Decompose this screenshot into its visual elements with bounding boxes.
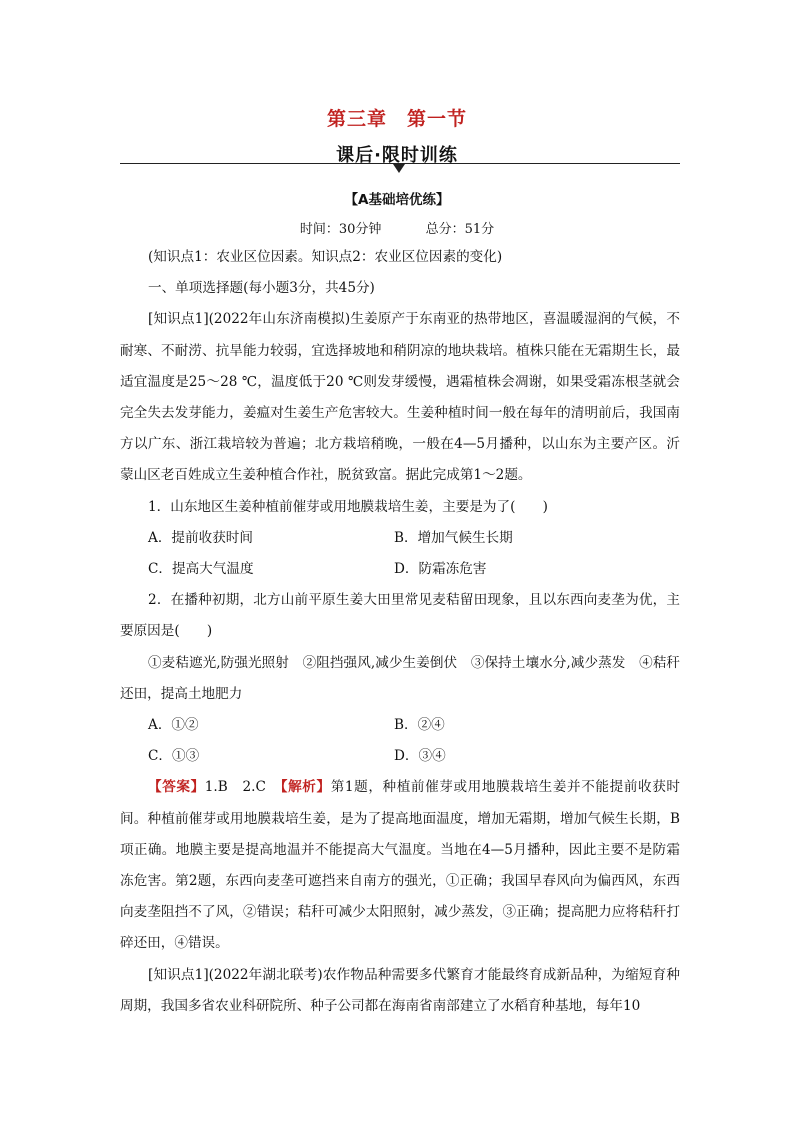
passage-ginger: [知识点1](2022年山东济南模拟)生姜原产于东南亚的热带地区，喜温暖湿润的气候，不耐寒、不耐涝、抗旱能力较弱，宜选择坡地和稍阴凉的地块栽培。植株只能在无霜期生长，最适宜温度是25～28 ℃，温度低于20 ℃则发芽缓慢，遇霜植株会凋谢，如果受霜冻根茎就会完全失去发芽能力，姜瘟对生姜生产危害较大。生姜种植时间一般在每年的清明前后，我国南方以广东、浙江栽培较为普遍；北方栽培稍晚，一般在4—5月播种，以山东为主要产区。沂蒙山区老百姓成立生姜种植合作社，脱贫致富。据此完成第1～2题。	[120, 311, 680, 484]
answer-block	[120, 772, 680, 959]
question-1-option-a: A．提前收获时间	[148, 529, 253, 546]
total-score: 总分：51分	[425, 222, 495, 237]
question-2-option-d: D．③④	[394, 748, 446, 765]
question-1-option-b: B．增加气候生长期	[394, 529, 513, 546]
passage-rice-breeding: [知识点1](2022年湖北联考)农作物品种需要多代繁育才能最终育成新品种，为缩短育种周期，我国多省农业科研院所、种子公司都在海南省南部建立了水稻育种基地，每年10	[120, 966, 680, 1014]
section-heading: 【A基础培优练】	[344, 192, 450, 208]
analysis-text: 第1题，种植前催芽或用地膜栽培生姜并不能提前收获时间。种植前催芽或用地膜栽培生姜，是为了提高地面温度，增加无霜期，增加气候生长期，B项正确。地膜主要是提高地温并不能提高大气温度。当地在4—5月播种，因此主要不是防霜冻危害。第2题，东西向麦垄可遮挡来自南方的强光，①正确；我国早春风向为偏西风，东西向麦垄阻挡不了风，②错误；秸秆可减少太阳照射，减少蒸发，③正确；提高肥力应将秸秆打碎还田，④错误。	[120, 779, 680, 952]
analysis-label: 【解析】	[280, 779, 331, 796]
question-2-options-row-1	[120, 710, 680, 741]
question-2-statements: ①麦秸遮光,防强光照射 ②阻挡强风,减少生姜倒伏 ③保持土壤水分,减少蒸发 ④秸秆还田，提高土地肥力	[120, 654, 680, 702]
question-1-option-c: C．提高大气温度	[148, 561, 254, 578]
exam-meta	[0, 218, 794, 237]
question-1-options-row-1	[120, 523, 680, 554]
time-limit: 时间：30分钟	[299, 222, 382, 237]
page-subtitle: 课后·限时训练	[336, 145, 458, 166]
question-2-option-c: C．①③	[148, 748, 200, 765]
part-title: 一、单项选择题(每小题3分，共45分)	[148, 280, 375, 297]
question-1-options-row-2	[120, 554, 680, 585]
question-2-stem: 2．在播种初期，北方山前平原生姜大田里常见麦秸留田现象，且以东西向麦垄为优，主要原因是( )	[120, 592, 680, 640]
answer-label: 【答案】	[148, 779, 205, 796]
question-2-option-b: B．②④	[394, 717, 445, 734]
question-2-options-row-2	[120, 741, 680, 772]
document-body	[120, 242, 680, 1022]
question-2-option-a: A．①②	[148, 717, 199, 734]
answer-text: 1.B 2.C	[204, 779, 281, 796]
divider-arrow-icon	[393, 164, 405, 173]
chapter-title: 第三章 第一节	[326, 108, 467, 130]
question-1-option-d: D．防霜冻危害	[394, 561, 487, 578]
knowledge-note: (知识点1：农业区位因素。知识点2：农业区位因素的变化)	[148, 249, 503, 265]
question-1-stem: 1．山东地区生姜种植前催芽或用地膜栽培生姜，主要是为了( )	[148, 498, 548, 515]
